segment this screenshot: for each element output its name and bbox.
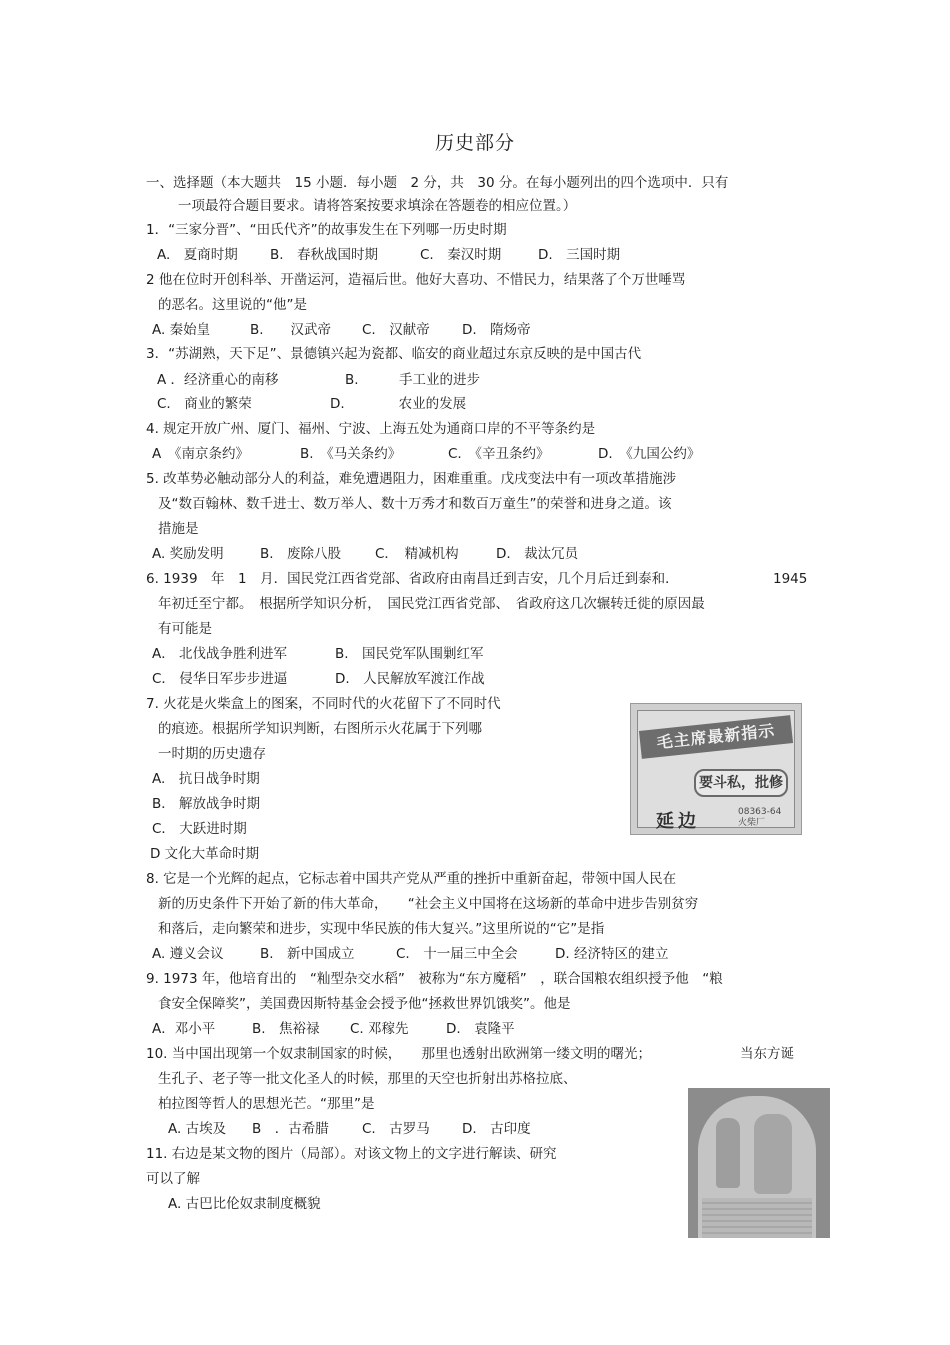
- q10-option-a: A. 古埃及: [168, 1121, 227, 1137]
- q10-option-c: C. 古罗马: [362, 1121, 430, 1137]
- q11-stem-line2: 可以了解: [146, 1171, 200, 1187]
- q9-stem-line2: 食安全保障奖”，美国费因斯特基金会授予他“拯救世界饥饿奖”。他是: [158, 996, 571, 1012]
- q2-option-a: A. 秦始皇: [152, 322, 211, 338]
- q10-option-b: B ．古希腊: [252, 1121, 329, 1137]
- q8-option-d: D. 经济特区的建立: [555, 946, 669, 962]
- matchbox-label-image: [630, 703, 802, 835]
- q1-option-a: A. 夏商时期: [157, 247, 238, 263]
- q6-stem-line3: 有可能是: [158, 621, 212, 637]
- q1-option-c: C. 秦汉时期: [420, 247, 502, 263]
- matchbox-code-line2: 火柴厂: [738, 818, 766, 828]
- q6-option-d: D. 人民解放军渡江作战: [335, 671, 485, 687]
- q4-option-d: D. 《九国公约》: [598, 446, 701, 462]
- q1-option-d: D. 三国时期: [538, 247, 621, 263]
- q5-option-c: C． 精减机构: [375, 546, 459, 562]
- q5-option-d: D. 裁汰冗员: [496, 546, 579, 562]
- q5-stem-line1: 5. 改革势必触动部分人的利益，难免遭遇阻力，困难重重。戊戌变法中有一项改革措施涉: [146, 471, 677, 487]
- q8-stem-line2: 新的历史条件下开始了新的伟大革命， “社会主义中国将在这场新的革命中进步告别贫穷: [158, 896, 699, 912]
- q7-option-c: C． 大跃进时期: [152, 821, 247, 837]
- q5-option-a: A. 奖励发明: [152, 546, 224, 562]
- stele-seated-figure: [754, 1114, 792, 1194]
- q6-option-b: B. 国民党军队围剿红军: [335, 646, 484, 662]
- q9-stem-line1: 9. 1973 年，他培育出的 “籼型杂交水稻” 被称为“东方魔稻” ，联合国粮农组织授予他 “粮: [146, 971, 723, 987]
- q6-option-c: C． 侵华日军步步进逼: [152, 671, 288, 687]
- q7-stem-line1: 7. 火花是火柴盒上的图案，不同时代的火花留下了不同时代: [146, 696, 501, 712]
- q2-option-d: D. 隋炀帝: [462, 322, 531, 338]
- section-heading-line1: 一、选择题（本大题共 15 小题．每小题 2 分，共 30 分。在每小题列出的四个选项中．只有: [146, 175, 729, 191]
- q7-option-b: B． 解放战争时期: [152, 796, 261, 812]
- q2-stem-line2: 的恶名。这里说的“他”是: [158, 297, 307, 313]
- q9-option-b: B. 焦裕禄: [252, 1021, 320, 1037]
- q10-stem-line3: 柏拉图等哲人的思想光芒。“那里”是: [158, 1096, 375, 1112]
- q1-stem: 1．“三家分晋”、“田氏代齐”的故事发生在下列哪一历史时期: [146, 222, 507, 238]
- q3-option-c: C. 商业的繁荣: [157, 396, 252, 412]
- q10-option-d: D. 古印度: [462, 1121, 531, 1137]
- q8-option-b: B. 新中国成立: [260, 946, 355, 962]
- q7-stem-line2: 的痕迹。根据所学知识判断，右图所示火花属于下列哪: [158, 721, 482, 737]
- q4-option-c: C. 《辛丑条约》: [448, 446, 550, 462]
- q5-stem-line2: 及“数百翰林、数千进士、数万举人、数十万秀才和数百万童生”的荣誉和进身之道。该: [158, 496, 672, 512]
- stele-standing-figure: [716, 1118, 740, 1188]
- matchbox-code-line1: 08363-64: [738, 807, 782, 817]
- q8-stem-line3: 和落后，走向繁荣和进步，实现中华民族的伟大复兴。”这里所说的“它”是指: [158, 921, 605, 937]
- stele-inscription: [702, 1198, 812, 1238]
- q10-stem-line2: 生孔子、老子等一批文化圣人的时候，那里的天空也折射出苏格拉底、: [158, 1071, 577, 1087]
- q3-option-d: D. 农业的发展: [330, 396, 467, 412]
- q4-option-a: A 《南京条约》: [152, 446, 249, 462]
- q6-stem-line2: 年初迁至宁都。 根据所学知识分析， 国民党江西省党部、 省政府这几次辗转迁徙的原因最: [158, 596, 705, 612]
- q7-stem-line3: 一时期的历史遗存: [158, 746, 266, 762]
- q2-stem-line1: 2 他在位时开创科举、开凿运河，造福后世。他好大喜功、不惜民力，结果落了个万世唾骂: [146, 272, 686, 288]
- section-heading-line2: 一项最符合题目要求。请将答案按要求填涂在答题卷的相应位置。）: [178, 198, 577, 214]
- q4-option-b: B. 《马关条约》: [300, 446, 402, 462]
- page-title: 历史部分: [434, 132, 515, 154]
- q5-stem-line3: 措施是: [158, 521, 199, 537]
- q9-option-d: D. 袁隆平: [446, 1021, 515, 1037]
- q6-stem-line1-year: 1945: [773, 571, 808, 587]
- q5-option-b: B. 废除八股: [260, 546, 342, 562]
- q9-option-a: A．邓小平: [152, 1021, 216, 1037]
- matchbox-label-frame: [637, 710, 795, 832]
- matchbox-slogan: 要斗私，批修: [694, 769, 788, 797]
- q3-stem: 3．“苏湖熟，天下足”、景德镇兴起为瓷都、临安的商业超过东京反映的是中国古代: [146, 346, 642, 362]
- q7-option-d: D 文化大革命时期: [150, 846, 260, 862]
- stele-artifact-image: [688, 1088, 830, 1238]
- q10-stem-line1-end: 当东方诞: [740, 1046, 794, 1062]
- q6-stem-line1: 6. 1939 年 1 月．国民党江西省党部、省政府由南昌迁到吉安，几个月后迁到泰和．: [146, 571, 679, 587]
- q7-option-a: A. 抗日战争时期: [152, 771, 260, 787]
- q3-option-a: A ．经济重心的南移: [157, 372, 279, 388]
- q4-stem: 4. 规定开放广州、厦门、福州、宁波、上海五处为通商口岸的不平等条约是: [146, 421, 596, 437]
- q2-option-b: B. 汉武帝: [250, 322, 332, 338]
- q2-option-c: C. 汉献帝: [362, 322, 430, 338]
- matchbox-code: [738, 807, 781, 829]
- q8-option-a: A. 遵义会议: [152, 946, 224, 962]
- q3-option-b: B. 手工业的进步: [345, 372, 481, 388]
- q11-option-a: A. 古巴比伦奴隶制度概貌: [168, 1196, 321, 1212]
- q6-option-a: A． 北伐战争胜利进军: [152, 646, 288, 662]
- q9-option-c: C. 邓稼先: [350, 1021, 409, 1037]
- matchbox-city: 延边: [656, 811, 700, 832]
- q8-stem-line1: 8. 它是一个光辉的起点，它标志着中国共产党从严重的挫折中重新奋起，带领中国人民在: [146, 871, 677, 887]
- q8-option-c: C. 十一届三中全会: [396, 946, 518, 962]
- q11-stem-line1: 11. 右边是某文物的图片（局部）。对该文物上的文字进行解读、研究: [146, 1146, 557, 1162]
- q1-option-b: B. 春秋战国时期: [270, 247, 379, 263]
- matchbox-band-text: 毛主席最新指示: [639, 715, 793, 759]
- q10-stem-line1: 10. 当中国出现第一个奴隶制国家的时候， 那里也透射出欧洲第一缕文明的曙光；: [146, 1046, 652, 1062]
